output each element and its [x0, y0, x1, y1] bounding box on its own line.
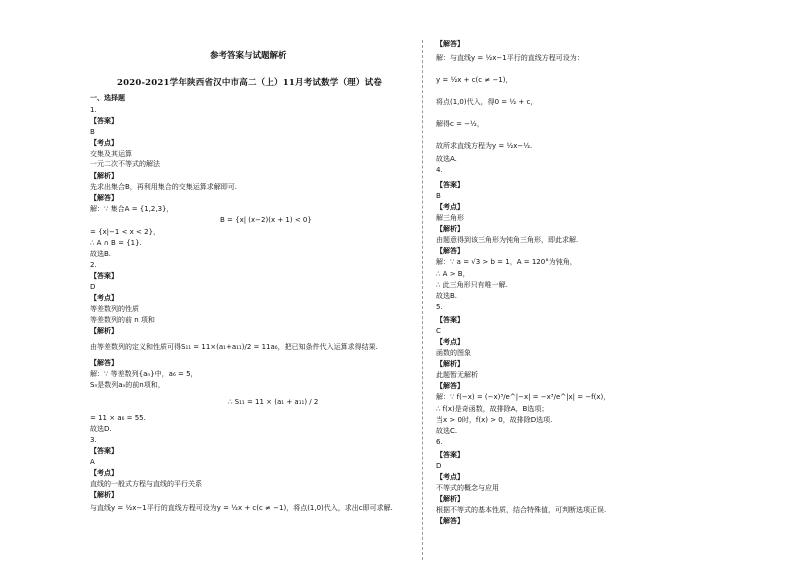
- tag-answer: 【答案】: [436, 451, 464, 459]
- tag-analysis: 【解析】: [90, 327, 118, 335]
- text-line: = {x|−1 < x < 2}，: [90, 228, 161, 236]
- text-line: 解：∵ f(−x) = (−x)³/e^|−x| = −x³/e^|x| = −f(x)，: [436, 393, 611, 401]
- answer-value: A: [90, 458, 95, 466]
- text-line: 故选B.: [436, 292, 458, 300]
- tag-analysis: 【解析】: [90, 491, 118, 499]
- text-line: 解三角形: [436, 214, 464, 222]
- text-line: 不等式的概念与应用: [436, 484, 499, 492]
- tag-point: 【考点】: [436, 203, 464, 211]
- text-line: ∴ A ∩ B = {1}.: [90, 239, 142, 247]
- answer-value: B: [90, 128, 95, 136]
- question-number: 3.: [90, 436, 97, 444]
- tag-solution: 【解答】: [90, 194, 118, 202]
- text-line: 将点(1,0)代入，得0 = ½ + c，: [436, 98, 538, 106]
- text-line: 先求出集合B，再利用集合的交集运算求解即可.: [90, 183, 238, 191]
- tag-answer: 【答案】: [90, 272, 118, 280]
- text-line: 由等差数列的定义和性质可得S₁₁ = 11×(a₁+a₁₁)/2 = 11a₆，把已知条件代入运算求得结果.: [90, 343, 378, 351]
- text-line: 由题意得到该三角形为钝角三角形，即此求解.: [436, 236, 579, 244]
- text-line: 一元二次不等式的解法: [90, 160, 160, 168]
- tag-solution: 【解答】: [436, 382, 464, 390]
- question-number: 6.: [436, 438, 443, 446]
- answer-value: C: [436, 327, 441, 335]
- tag-point: 【考点】: [90, 469, 118, 477]
- tag-solution: 【解答】: [90, 359, 118, 367]
- text-line: 函数的图象: [436, 349, 471, 357]
- text-line: 故选D.: [90, 425, 112, 433]
- answer-value: D: [90, 283, 96, 291]
- text-line: 故选A.: [436, 155, 457, 163]
- text-line: 直线的一般式方程与直线的平行关系: [90, 480, 202, 488]
- text-line: 与直线y = ½x−1平行的直线方程可设为y = ½x + c(c ≠ −1)，将点(1,0)代入，求出c即可求解.: [90, 504, 393, 512]
- text-line: 解：与直线y = ½x−1平行的直线方程可设为：: [436, 54, 584, 62]
- text-line: ∴ A > B，: [436, 270, 470, 278]
- tag-point: 【考点】: [436, 338, 464, 346]
- tag-point: 【考点】: [90, 139, 118, 147]
- text-line: = 11 × a₆ = 55.: [90, 414, 146, 422]
- question-number: 5.: [436, 303, 443, 311]
- text-line: 故所求直线方程为y = ½x−½.: [436, 142, 533, 150]
- text-line: 等差数列的前 n 项和: [90, 316, 155, 324]
- text-line: 故选B.: [90, 250, 112, 258]
- column-divider: [422, 40, 423, 560]
- tag-point: 【考点】: [436, 473, 464, 481]
- formula-line: B = {x| (x−2)(x + 1) < 0}: [220, 216, 312, 224]
- tag-analysis: 【解析】: [90, 172, 118, 180]
- text-line: 解得c = −½，: [436, 120, 484, 128]
- tag-answer: 【答案】: [90, 117, 118, 125]
- tag-solution: 【解答】: [436, 517, 464, 525]
- tag-answer: 【答案】: [90, 447, 118, 455]
- question-number: 1.: [90, 106, 97, 114]
- tag-solution: 【解答】: [436, 247, 464, 255]
- page-title: 参考答案与试题解析: [210, 51, 287, 61]
- text-line: 解：∵ 等差数列{aₙ}中，a₆ = 5，: [90, 370, 198, 378]
- question-number: 4.: [436, 166, 443, 174]
- text-line: 解：∵ 集合A = {1,2,3}，: [90, 205, 174, 213]
- text-line: 解：∵ a = √3 > b = 1，A = 120°为钝角，: [436, 258, 577, 266]
- text-line: ∴ 此三角形只有唯一解.: [436, 281, 508, 289]
- text-line: 故选C.: [436, 427, 458, 435]
- text-line: 此题暂无解析: [436, 371, 478, 379]
- text-line: 当x > 0时，f(x) > 0，故排除D选项.: [436, 416, 553, 424]
- formula-line: ∴ S₁₁ = 11 × (a₁ + a₁₁) / 2: [228, 398, 319, 406]
- section-heading: 一、选择题: [90, 94, 125, 102]
- text-line: 交集及其运算: [90, 150, 132, 158]
- tag-solution: 【解答】: [436, 40, 464, 48]
- text-line: y = ½x + c(c ≠ −1)，: [436, 76, 513, 84]
- text-line: 根据不等式的基本性质，结合特殊值，可判断选项正误.: [436, 506, 607, 514]
- text-line: Sₙ是数列aₙ的前n项和，: [90, 381, 165, 389]
- answer-value: B: [436, 192, 441, 200]
- text-line: 等差数列的性质: [90, 305, 139, 313]
- tag-point: 【考点】: [90, 294, 118, 302]
- tag-answer: 【答案】: [436, 181, 464, 189]
- exam-subtitle: 2020-2021学年陕西省汉中市高二（上）11月考试数学（理）试卷: [117, 78, 382, 88]
- answer-value: D: [436, 462, 442, 470]
- tag-analysis: 【解析】: [436, 225, 464, 233]
- text-line: ∴ f(x)是奇函数，故排除A，B选项；: [436, 405, 549, 413]
- question-number: 2.: [90, 261, 97, 269]
- tag-analysis: 【解析】: [436, 495, 464, 503]
- tag-analysis: 【解析】: [436, 360, 464, 368]
- tag-answer: 【答案】: [436, 316, 464, 324]
